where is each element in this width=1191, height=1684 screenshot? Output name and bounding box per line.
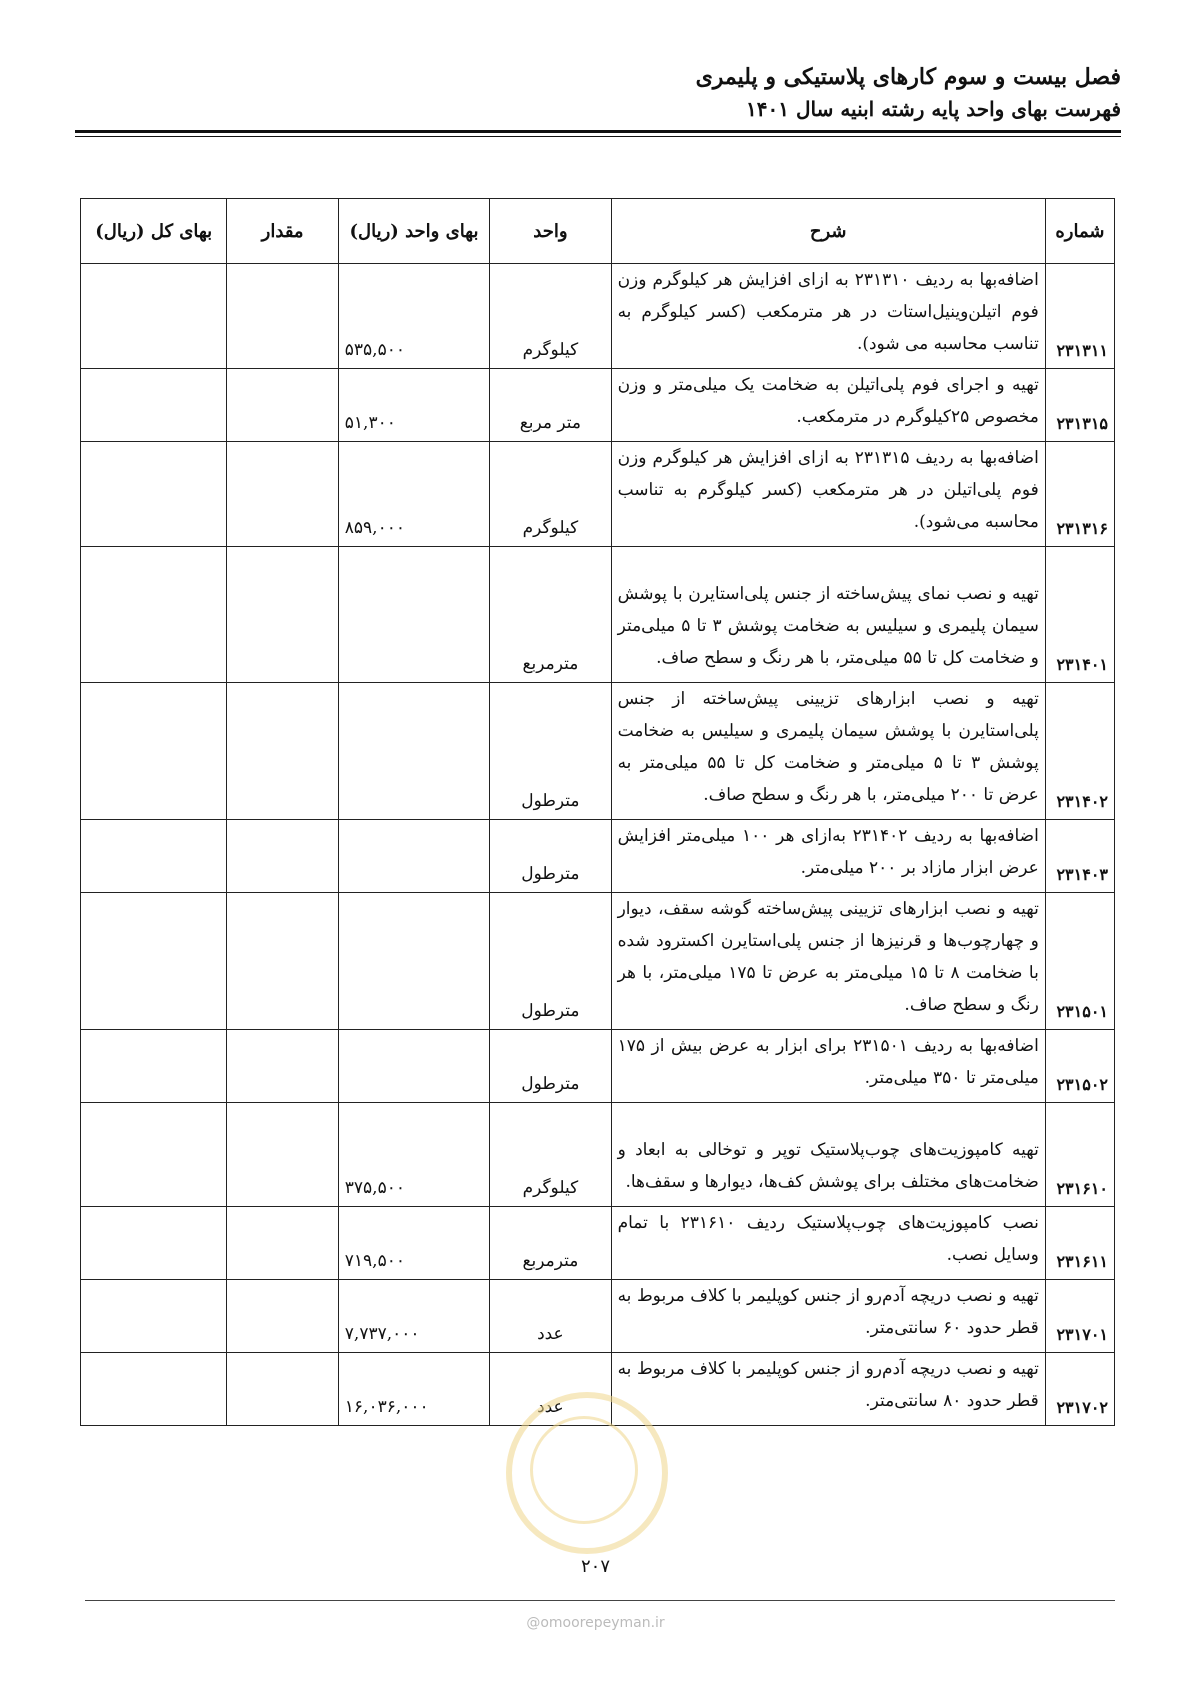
- row-unit: مترطول: [490, 820, 611, 893]
- page-header: [696, 60, 1121, 124]
- row-unit: مترمربع: [490, 547, 611, 683]
- row-code: ۲۳۱۶۱۱: [1045, 1207, 1114, 1280]
- row-total: [81, 1280, 227, 1353]
- row-code: ۲۳۱۴۰۲: [1045, 683, 1114, 820]
- row-code: ۲۳۱۵۰۲: [1045, 1030, 1114, 1103]
- row-quantity: [227, 1353, 338, 1426]
- col-header-total: بهای کل (ریال): [81, 199, 227, 264]
- row-unit: کیلوگرم: [490, 1103, 611, 1207]
- row-description: تهیه و اجرای فوم پلی‌اتیلن به ضخامت یک میلی‌متر و وزن مخصوص ۲۵کیلوگرم در مترمکعب.: [611, 369, 1045, 442]
- row-total: [81, 683, 227, 820]
- row-unit: کیلوگرم: [490, 442, 611, 547]
- row-description: تهیه و نصب ابزارهای تزیینی پیش‌ساخته گوشه سقف، دیوار و چهارچوب‌ها و قرنیزها از جنس پلی‌استایرن اکسترود شده با ضخامت ۸ تا ۱۵ میلی‌متر به عرض تا ۱۷۵ میلی‌متر، با هر رنگ و سطح صاف.: [611, 893, 1045, 1030]
- row-description: تهیه و نصب ابزارهای تزیینی پیش‌ساخته از جنس پلی‌استایرن با پوشش سیمان پلیمری و سیلیس به ضخامت پوشش ۳ تا ۵ میلی‌متر و ضخامت کل تا ۵۵ میلی‌متر به عرض تا ۲۰۰ میلی‌متر، با هر رنگ و سطح صاف.: [611, 683, 1045, 820]
- row-unit: مترطول: [490, 1030, 611, 1103]
- row-code: ۲۳۱۳۱۱: [1045, 264, 1114, 369]
- row-unit-price: ۱۶,۰۳۶,۰۰۰: [338, 1353, 489, 1426]
- row-unit: عدد: [490, 1353, 611, 1426]
- row-code: ۲۳۱۳۱۵: [1045, 369, 1114, 442]
- website-watermark: @omoorepeyman.ir: [526, 1615, 665, 1631]
- chapter-title: فصل بیست و سوم کارهای پلاستیکی و پلیمری: [695, 64, 1121, 90]
- table-row: [81, 820, 1115, 893]
- row-description: اضافه‌بها به ردیف ۲۳۱۳۱۰ به ازای افزایش هر کیلوگرم وزن فوم اتیلن‌وینیل‌استات در هر مترمکعب (کسر کیلوگرم به تناسب محاسبه می شود).: [611, 264, 1045, 369]
- page-number: ۲۰۷: [580, 1556, 610, 1577]
- col-header-price: بهای واحد (ریال): [338, 199, 489, 264]
- col-header-code: شماره: [1045, 199, 1114, 264]
- row-code: ۲۳۱۶۱۰: [1045, 1103, 1114, 1207]
- row-quantity: [227, 893, 338, 1030]
- row-code: ۲۳۱۴۰۳: [1045, 820, 1114, 893]
- row-description: تهیه و نصب دریچه آدم‌رو از جنس کوپلیمر با کلاف مربوط به قطر حدود ۸۰ سانتی‌متر.: [611, 1353, 1045, 1426]
- row-total: [81, 264, 227, 369]
- col-header-qty: مقدار: [227, 199, 338, 264]
- row-code: ۲۳۱۷۰۲: [1045, 1353, 1114, 1426]
- table-row: [81, 1103, 1115, 1207]
- col-header-unit: واحد: [490, 199, 611, 264]
- row-quantity: [227, 547, 338, 683]
- row-unit-price: [338, 683, 489, 820]
- row-quantity: [227, 1280, 338, 1353]
- row-unit: مترطول: [490, 683, 611, 820]
- row-total: [81, 369, 227, 442]
- row-description: تهیه کامپوزیت‌های چوب‌پلاستیک توپر و توخالی به ابعاد و ضخامت‌های مختلف برای پوشش کف‌ها، دیوارها و سقف‌ها.: [611, 1103, 1045, 1207]
- row-total: [81, 442, 227, 547]
- table-row: [81, 547, 1115, 683]
- row-total: [81, 547, 227, 683]
- row-code: ۲۳۱۵۰۱: [1045, 893, 1114, 1030]
- row-unit-price: ۳۷۵,۵۰۰: [338, 1103, 489, 1207]
- row-quantity: [227, 1030, 338, 1103]
- row-code: ۲۳۱۳۱۶: [1045, 442, 1114, 547]
- row-unit-price: ۷,۷۳۷,۰۰۰: [338, 1280, 489, 1353]
- row-quantity: [227, 369, 338, 442]
- table-row: [81, 893, 1115, 1030]
- watermark-seal-icon: [506, 1392, 668, 1554]
- row-total: [81, 1103, 227, 1207]
- table-header-row: [81, 199, 1115, 264]
- price-list-table: [80, 198, 1115, 1426]
- row-unit: عدد: [490, 1280, 611, 1353]
- table-row: [81, 369, 1115, 442]
- row-unit-price: ۵۳۵,۵۰۰: [338, 264, 489, 369]
- row-quantity: [227, 1207, 338, 1280]
- row-description: اضافه‌بها به ردیف ۲۳۱۳۱۵ به ازای افزایش هر کیلوگرم وزن فوم پلی‌اتیلن در هر مترمکعب (کسر کیلوگرم به تناسب محاسبه می‌شود).: [611, 442, 1045, 547]
- row-code: ۲۳۱۴۰۱: [1045, 547, 1114, 683]
- row-quantity: [227, 264, 338, 369]
- table-row: [81, 1207, 1115, 1280]
- table-row: [81, 683, 1115, 820]
- row-description: اضافه‌بها به ردیف ۲۳۱۴۰۲ به‌ازای هر ۱۰۰ میلی‌متر افزایش عرض ابزار مازاد بر ۲۰۰ میلی‌متر.: [611, 820, 1045, 893]
- row-total: [81, 820, 227, 893]
- row-unit-price: [338, 893, 489, 1030]
- row-unit: مترمربع: [490, 1207, 611, 1280]
- row-description: اضافه‌بها به ردیف ۲۳۱۵۰۱ برای ابزار به عرض بیش از ۱۷۵ میلی‌متر تا ۳۵۰ میلی‌متر.: [611, 1030, 1045, 1103]
- row-total: [81, 1353, 227, 1426]
- row-quantity: [227, 683, 338, 820]
- header-rule-thin: [75, 136, 1121, 137]
- row-description: تهیه و نصب دریچه آدم‌رو از جنس کوپلیمر با کلاف مربوط به قطر حدود ۶۰ سانتی‌متر.: [611, 1280, 1045, 1353]
- row-unit-price: [338, 820, 489, 893]
- row-total: [81, 1030, 227, 1103]
- footer-rule: [85, 1600, 1115, 1601]
- row-unit-price: ۵۱,۳۰۰: [338, 369, 489, 442]
- table-row: [81, 1030, 1115, 1103]
- row-unit-price: [338, 1030, 489, 1103]
- row-unit: کیلوگرم: [490, 264, 611, 369]
- table-row: [81, 264, 1115, 369]
- row-quantity: [227, 442, 338, 547]
- row-unit-price: ۷۱۹,۵۰۰: [338, 1207, 489, 1280]
- row-unit-price: [338, 547, 489, 683]
- row-description: نصب کامپوزیت‌های چوب‌پلاستیک ردیف ۲۳۱۶۱۰ با تمام وسایل نصب.: [611, 1207, 1045, 1280]
- row-total: [81, 1207, 227, 1280]
- row-unit: متر مربع: [490, 369, 611, 442]
- table-row: [81, 442, 1115, 547]
- document-title: فهرست بهای واحد پایه رشته ابنیه سال ۱۴۰۱: [746, 97, 1121, 121]
- row-unit-price: ۸۵۹,۰۰۰: [338, 442, 489, 547]
- table-row: [81, 1280, 1115, 1353]
- row-quantity: [227, 820, 338, 893]
- row-description: تهیه و نصب نمای پیش‌ساخته از جنس پلی‌استایرن با پوشش سیمان پلیمری و سیلیس به ضخامت پوشش ۳ تا ۵ میلی‌متر و ضخامت کل تا ۵۵ میلی‌متر، با هر رنگ و سطح صاف.: [611, 547, 1045, 683]
- header-rule-thick: [75, 130, 1121, 133]
- row-total: [81, 893, 227, 1030]
- row-code: ۲۳۱۷۰۱: [1045, 1280, 1114, 1353]
- col-header-desc: شرح: [611, 199, 1045, 264]
- row-quantity: [227, 1103, 338, 1207]
- row-unit: مترطول: [490, 893, 611, 1030]
